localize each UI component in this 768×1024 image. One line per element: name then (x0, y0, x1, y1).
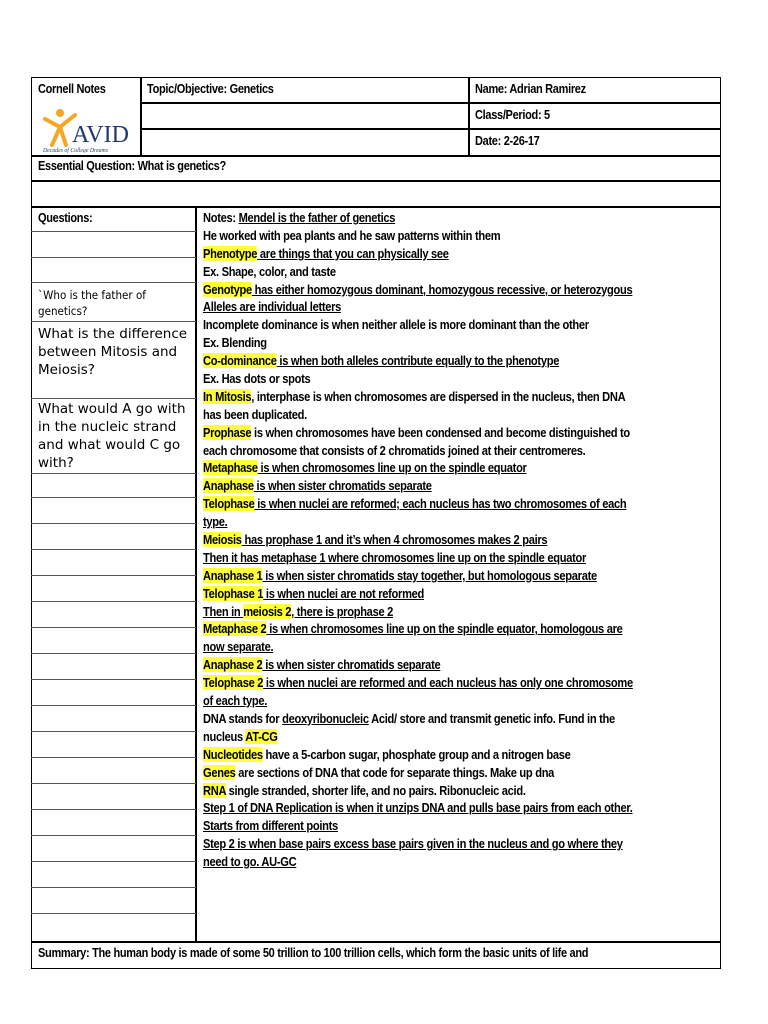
question-item: What would A go with in the nucleic strand and what would C go with? (38, 401, 186, 471)
note-text: Ex. Blending (203, 335, 267, 351)
note-text: He worked with pea plants and he saw patterns within them (203, 227, 501, 243)
note-text: deoxyribonucleic (282, 710, 369, 726)
note-line (203, 281, 707, 299)
note-line (203, 799, 707, 817)
note-text: is when nuclei are reformed; each nucleus has two chromosomes of each (254, 496, 627, 512)
divider (31, 180, 721, 182)
note-line (203, 298, 707, 316)
highlighted-term: Prophase (203, 424, 252, 440)
essential-question: Essential Question: What is genetics? (38, 159, 226, 173)
note-text: is when nuclei are reformed and each nucleus has only one chromosome (263, 675, 633, 691)
note-line (203, 442, 707, 460)
note-text: is when both alleles contribute equally to the phenotype (276, 353, 560, 369)
row-line (31, 861, 196, 862)
note-line (203, 209, 707, 227)
highlighted-term: Anaphase 1 (203, 567, 263, 583)
note-text: single stranded, shorter life, and no pairs. Ribonucleic acid. (225, 782, 526, 798)
note-text: Incomplete dominance is when neither allele is more dominant than the other (203, 317, 589, 333)
row-line (31, 653, 196, 654)
row-line (31, 913, 196, 914)
note-text: are sections of DNA that code for separate things. Make up dna (235, 764, 555, 780)
highlighted-term: Telophase (203, 496, 255, 512)
note-line (203, 603, 707, 621)
row-line (31, 679, 196, 680)
question-item: `Who is the father of genetics? (38, 288, 146, 318)
note-text: is when chromosomes line up on the spindle equator, homologous are (266, 621, 623, 637)
note-text: Step 1 of DNA Replication is when it unzips DNA and pulls base pairs from each other. (203, 800, 633, 816)
cornell-notes-label: Cornell Notes (38, 82, 106, 96)
highlighted-term: meiosis 2 (243, 603, 292, 619)
divider (31, 206, 721, 208)
note-text: Step 2 is when base pairs excess base pairs given in the nucleus and go where they (203, 836, 623, 852)
note-text: Ex. Shape, color, and taste (203, 263, 336, 279)
highlighted-term: AT-CG (245, 728, 278, 744)
note-line (203, 656, 707, 674)
note-line (203, 227, 707, 245)
note-line (203, 585, 707, 603)
note-line (203, 531, 707, 549)
note-text: is when sister chromatids stay together, but homologous separate (262, 567, 597, 583)
note-line (203, 477, 707, 495)
note-text: , there is prophase 2 (291, 603, 394, 619)
note-text: have a 5-carbon sugar, phosphate group and a nitrogen base (262, 746, 571, 762)
logo-tagline: Decades of College Dreams (43, 148, 108, 153)
row-line (31, 835, 196, 836)
note-line (203, 406, 707, 424)
row-line (31, 575, 196, 576)
highlighted-term: Phenotype (203, 245, 258, 261)
note-line (203, 728, 707, 746)
note-line (203, 424, 707, 442)
note-text: Starts from different points (203, 818, 338, 834)
note-line (203, 692, 707, 710)
note-line (203, 674, 707, 692)
note-text: is when sister chromatids separate (253, 478, 432, 494)
row-line (31, 731, 196, 732)
row-line (31, 398, 196, 399)
note-line (203, 638, 707, 656)
highlighted-term: Genotype (203, 281, 252, 297)
divider (140, 128, 721, 130)
row-line (31, 282, 196, 283)
divider (195, 206, 197, 942)
note-text: nucleus (203, 728, 246, 744)
row-line (31, 705, 196, 706)
class-period: Class/Period: 5 (475, 108, 550, 122)
note-text: type. (203, 514, 228, 530)
note-line (203, 263, 707, 281)
note-line (203, 316, 707, 334)
note-text: , interphase is when chromosomes are dispersed in the nucleus, then DNA (251, 388, 626, 404)
note-line (203, 334, 707, 352)
note-line (203, 352, 707, 370)
highlighted-term: Metaphase 2 (203, 621, 267, 637)
note-line (203, 620, 707, 638)
row-line (31, 601, 196, 602)
avid-logo-graphic (42, 105, 142, 153)
highlighted-term: In Mitosis (203, 388, 252, 404)
note-line (203, 495, 707, 513)
row-line (31, 257, 196, 258)
note-text: are things that you can physically see (257, 245, 449, 261)
highlighted-term: RNA (203, 782, 226, 798)
highlighted-term: Genes (203, 764, 236, 780)
divider (31, 155, 721, 157)
note-line (203, 513, 707, 531)
note-text: each chromosome that consists of 2 chromatids joined at their centromeres. (203, 442, 586, 458)
question-item: What is the difference between Mitosis and Meiosis? (38, 326, 188, 378)
highlighted-term: Anaphase 2 (203, 657, 263, 673)
note-text: of each type. (203, 693, 268, 709)
note-line (203, 710, 707, 728)
divider (140, 102, 721, 104)
note-text: Ex. Has dots or spots (203, 371, 311, 387)
note-text: is when nuclei are not reformed (263, 585, 425, 601)
note-text: is when chromosomes line up on the spindle equator (257, 460, 527, 476)
highlighted-term: Telophase 2 (203, 675, 264, 691)
note-text: Notes: (203, 210, 239, 225)
note-text: is when sister chromatids separate (262, 657, 441, 673)
note-text: is when chromosomes have been condensed and become distinguished to (251, 424, 630, 440)
note-line (203, 245, 707, 263)
row-line (31, 497, 196, 498)
topic-label: Topic/Objective: Genetics (147, 82, 274, 96)
summary-text: Summary: The human body is made of some 50 trillion to 100 trillion cells, which form the basic units of life and (38, 946, 589, 960)
note-text: has been duplicated. (203, 406, 307, 422)
note-text: Then in (203, 603, 244, 619)
note-line (203, 853, 707, 871)
row-line (31, 549, 196, 550)
note-text: DNA stands for (203, 710, 283, 726)
note-text: Mendel is the father of genetics (238, 210, 396, 225)
note-line (203, 567, 707, 585)
row-line (31, 231, 196, 232)
logo-text: AVID (72, 122, 129, 148)
row-line (31, 523, 196, 524)
note-line (203, 388, 707, 406)
note-line (203, 370, 707, 388)
row-line (31, 783, 196, 784)
note-line (203, 459, 707, 477)
questions-heading: Questions: (38, 211, 93, 225)
note-text: now separate. (203, 639, 274, 655)
highlighted-term: Co-dominance (203, 353, 277, 369)
note-line (203, 782, 707, 800)
highlighted-term: Metaphase (203, 460, 258, 476)
note-text: Alleles are individual letters (203, 299, 342, 315)
avid-logo (42, 105, 142, 153)
note-line (203, 764, 707, 782)
row-line (31, 473, 196, 474)
note-text: has either homozygous dominant, homozygous recessive, or heterozygous (251, 281, 633, 297)
notes-column (203, 209, 713, 871)
note-text: Then it has metaphase 1 where chromosomes line up on the spindle equator (203, 549, 587, 565)
student-name: Name: Adrian Ramirez (475, 82, 586, 96)
row-line (31, 627, 196, 628)
note-text: has prophase 1 and it’s when 4 chromosomes makes 2 pairs (241, 532, 548, 548)
divider (31, 941, 721, 943)
note-text: need to go. AU-GC (203, 854, 297, 870)
note-line (203, 835, 707, 853)
highlighted-term: Meiosis (203, 532, 242, 548)
highlighted-term: Nucleotides (203, 746, 263, 762)
divider (468, 77, 470, 156)
date-field: Date: 2-26-17 (475, 134, 540, 148)
note-text: Acid/ store and transmit genetic info. Fund in the (368, 710, 615, 726)
row-line (31, 321, 196, 322)
row-line (31, 757, 196, 758)
note-line (203, 817, 707, 835)
note-line (203, 746, 707, 764)
row-line (31, 887, 196, 888)
highlighted-term: Anaphase (203, 478, 254, 494)
highlighted-term: Telophase 1 (203, 585, 264, 601)
note-line (203, 549, 707, 567)
row-line (31, 809, 196, 810)
notes-table (31, 77, 721, 969)
